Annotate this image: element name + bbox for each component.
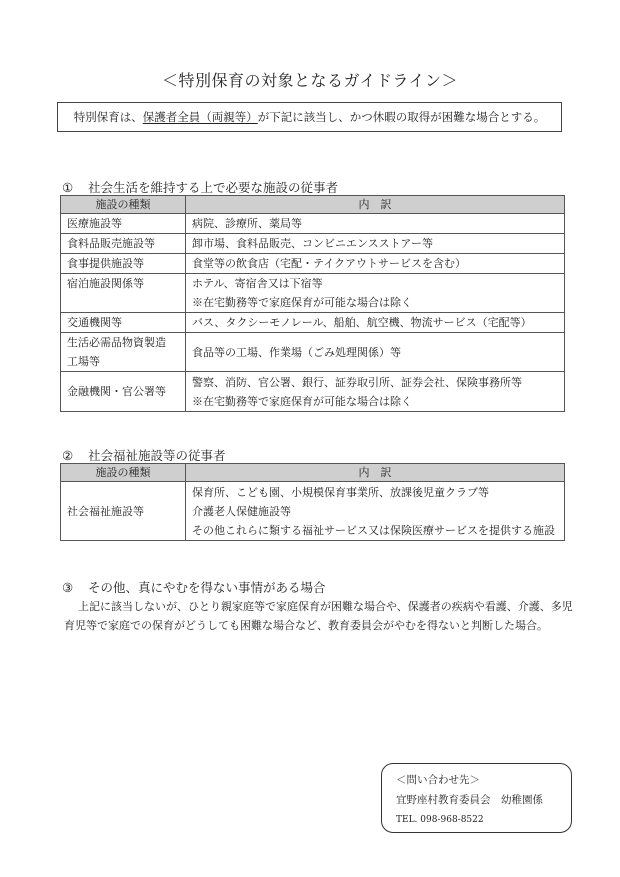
details-cell [186, 214, 565, 234]
page-title: ＜特別保育の対象となるガイドライン＞ [161, 71, 459, 90]
column-header-type: 施設の種類 [61, 196, 186, 214]
section1-heading [62, 178, 338, 196]
table-row [61, 274, 565, 313]
section2-number: ② [62, 448, 74, 463]
details-line: ※在宅勤務等で家庭保育が可能な場合は除く [192, 394, 412, 408]
intro-text-before: 特別保育は、 [73, 110, 143, 124]
intro-text-after: が下記に該当し、かつ休暇の取得が困難な場合とする。 [257, 110, 546, 124]
table-header-row [61, 464, 565, 482]
details-cell [186, 372, 565, 412]
details-cell [186, 254, 565, 274]
facility-type: 食事提供施設等 [67, 257, 144, 270]
facility-type: 生活必需品物資製造 [67, 336, 166, 349]
details-line: 病院、診療所、薬局等 [192, 217, 302, 230]
contact-tel: TEL. 098-968-8522 [396, 815, 484, 825]
table-row [61, 214, 565, 234]
table-row [61, 482, 565, 541]
facility-type: 社会福祉施設等 [67, 504, 144, 518]
details-line: 食堂等の飲食店（宅配・テイクアウトサービスを含む） [192, 257, 467, 270]
table-row [61, 372, 565, 412]
section3-paragraph [62, 597, 573, 635]
details-line: バス、タクシーモノレール、船舶、航空機、物流サービス（宅配等） [192, 316, 532, 329]
details-line: 卸市場、食料品販売、コンビニエンスストアー等 [192, 237, 434, 250]
details-cell [186, 313, 565, 333]
details-line: 警察、消防、官公署、銀行、証券取引所、証券会社、保険事務所等 [192, 375, 522, 389]
facility-type-cell [61, 313, 186, 333]
intro-box [57, 102, 562, 132]
section1-number: ① [62, 180, 74, 195]
facility-type: 食料品販売施設等 [67, 237, 155, 250]
column-header-type: 施設の種類 [61, 464, 186, 482]
section2-title: 社会福祉施設等の従事者 [88, 448, 226, 463]
details-line: 介護老人保健施設等 [192, 504, 291, 518]
details-cell [186, 333, 565, 372]
facility-type: 工場等 [67, 355, 100, 368]
column-header-details: 内 訳 [186, 464, 565, 482]
table-row [61, 333, 565, 372]
section3-line: 上記に該当しないが、ひとり親家庭等で家庭保育が困難な場合や、保護者の疾病や看護、介護、多児 [78, 600, 573, 613]
section1-table [60, 195, 565, 412]
section2-heading [62, 446, 226, 464]
details-line: ホテル、寄宿舎又は下宿等 [192, 277, 323, 290]
details-line: その他これらに類する福祉サービス又は保険医療サービスを提供する施設 [192, 523, 555, 537]
table-header-row [61, 196, 565, 214]
facility-type: 交通機関等 [67, 316, 122, 329]
section3-title: その他、真にやむを得ない事情がある場合 [88, 580, 326, 595]
contact-office: 宜野座村教育委員会 幼稚園係 [396, 794, 543, 806]
section3-number: ③ [62, 580, 74, 595]
details-line: 保育所、こども園、小規模保育事業所、放課後児童クラブ等 [192, 485, 489, 499]
details-line: ※在宅勤務等で家庭保育が可能な場合は除く [192, 296, 412, 309]
intro-text-underlined: 保護者全員（両親等） [142, 110, 258, 124]
facility-type-cell [61, 482, 186, 541]
table-row [61, 254, 565, 274]
facility-type-cell [61, 214, 186, 234]
section3-line: 育児等で家庭での保育がどうしても困難な場合など、教育委員会がやむを得ないと判断した場合。 [64, 619, 548, 632]
details-cell [186, 482, 565, 541]
table-row [61, 234, 565, 254]
details-line: 食品等の工場、作業場（ごみ処理関係）等 [192, 345, 401, 359]
section2-table [60, 463, 565, 541]
facility-type: 金融機関・官公署等 [67, 385, 166, 398]
details-cell [186, 274, 565, 313]
column-header-details: 内 訳 [186, 196, 565, 214]
table-row [61, 313, 565, 333]
section3-heading [62, 578, 326, 596]
contact-label: ＜問い合わせ先＞ [396, 774, 480, 786]
facility-type-cell [61, 372, 186, 412]
facility-type-cell [61, 254, 186, 274]
details-cell [186, 234, 565, 254]
section1-title: 社会生活を維持する上で必要な施設の従事者 [88, 180, 339, 195]
facility-type-cell [61, 333, 186, 372]
facility-type: 宿泊施設関係等 [67, 277, 144, 290]
facility-type-cell [61, 274, 186, 313]
facility-type-cell [61, 234, 186, 254]
contact-box [381, 763, 572, 833]
facility-type: 医療施設等 [67, 217, 122, 230]
